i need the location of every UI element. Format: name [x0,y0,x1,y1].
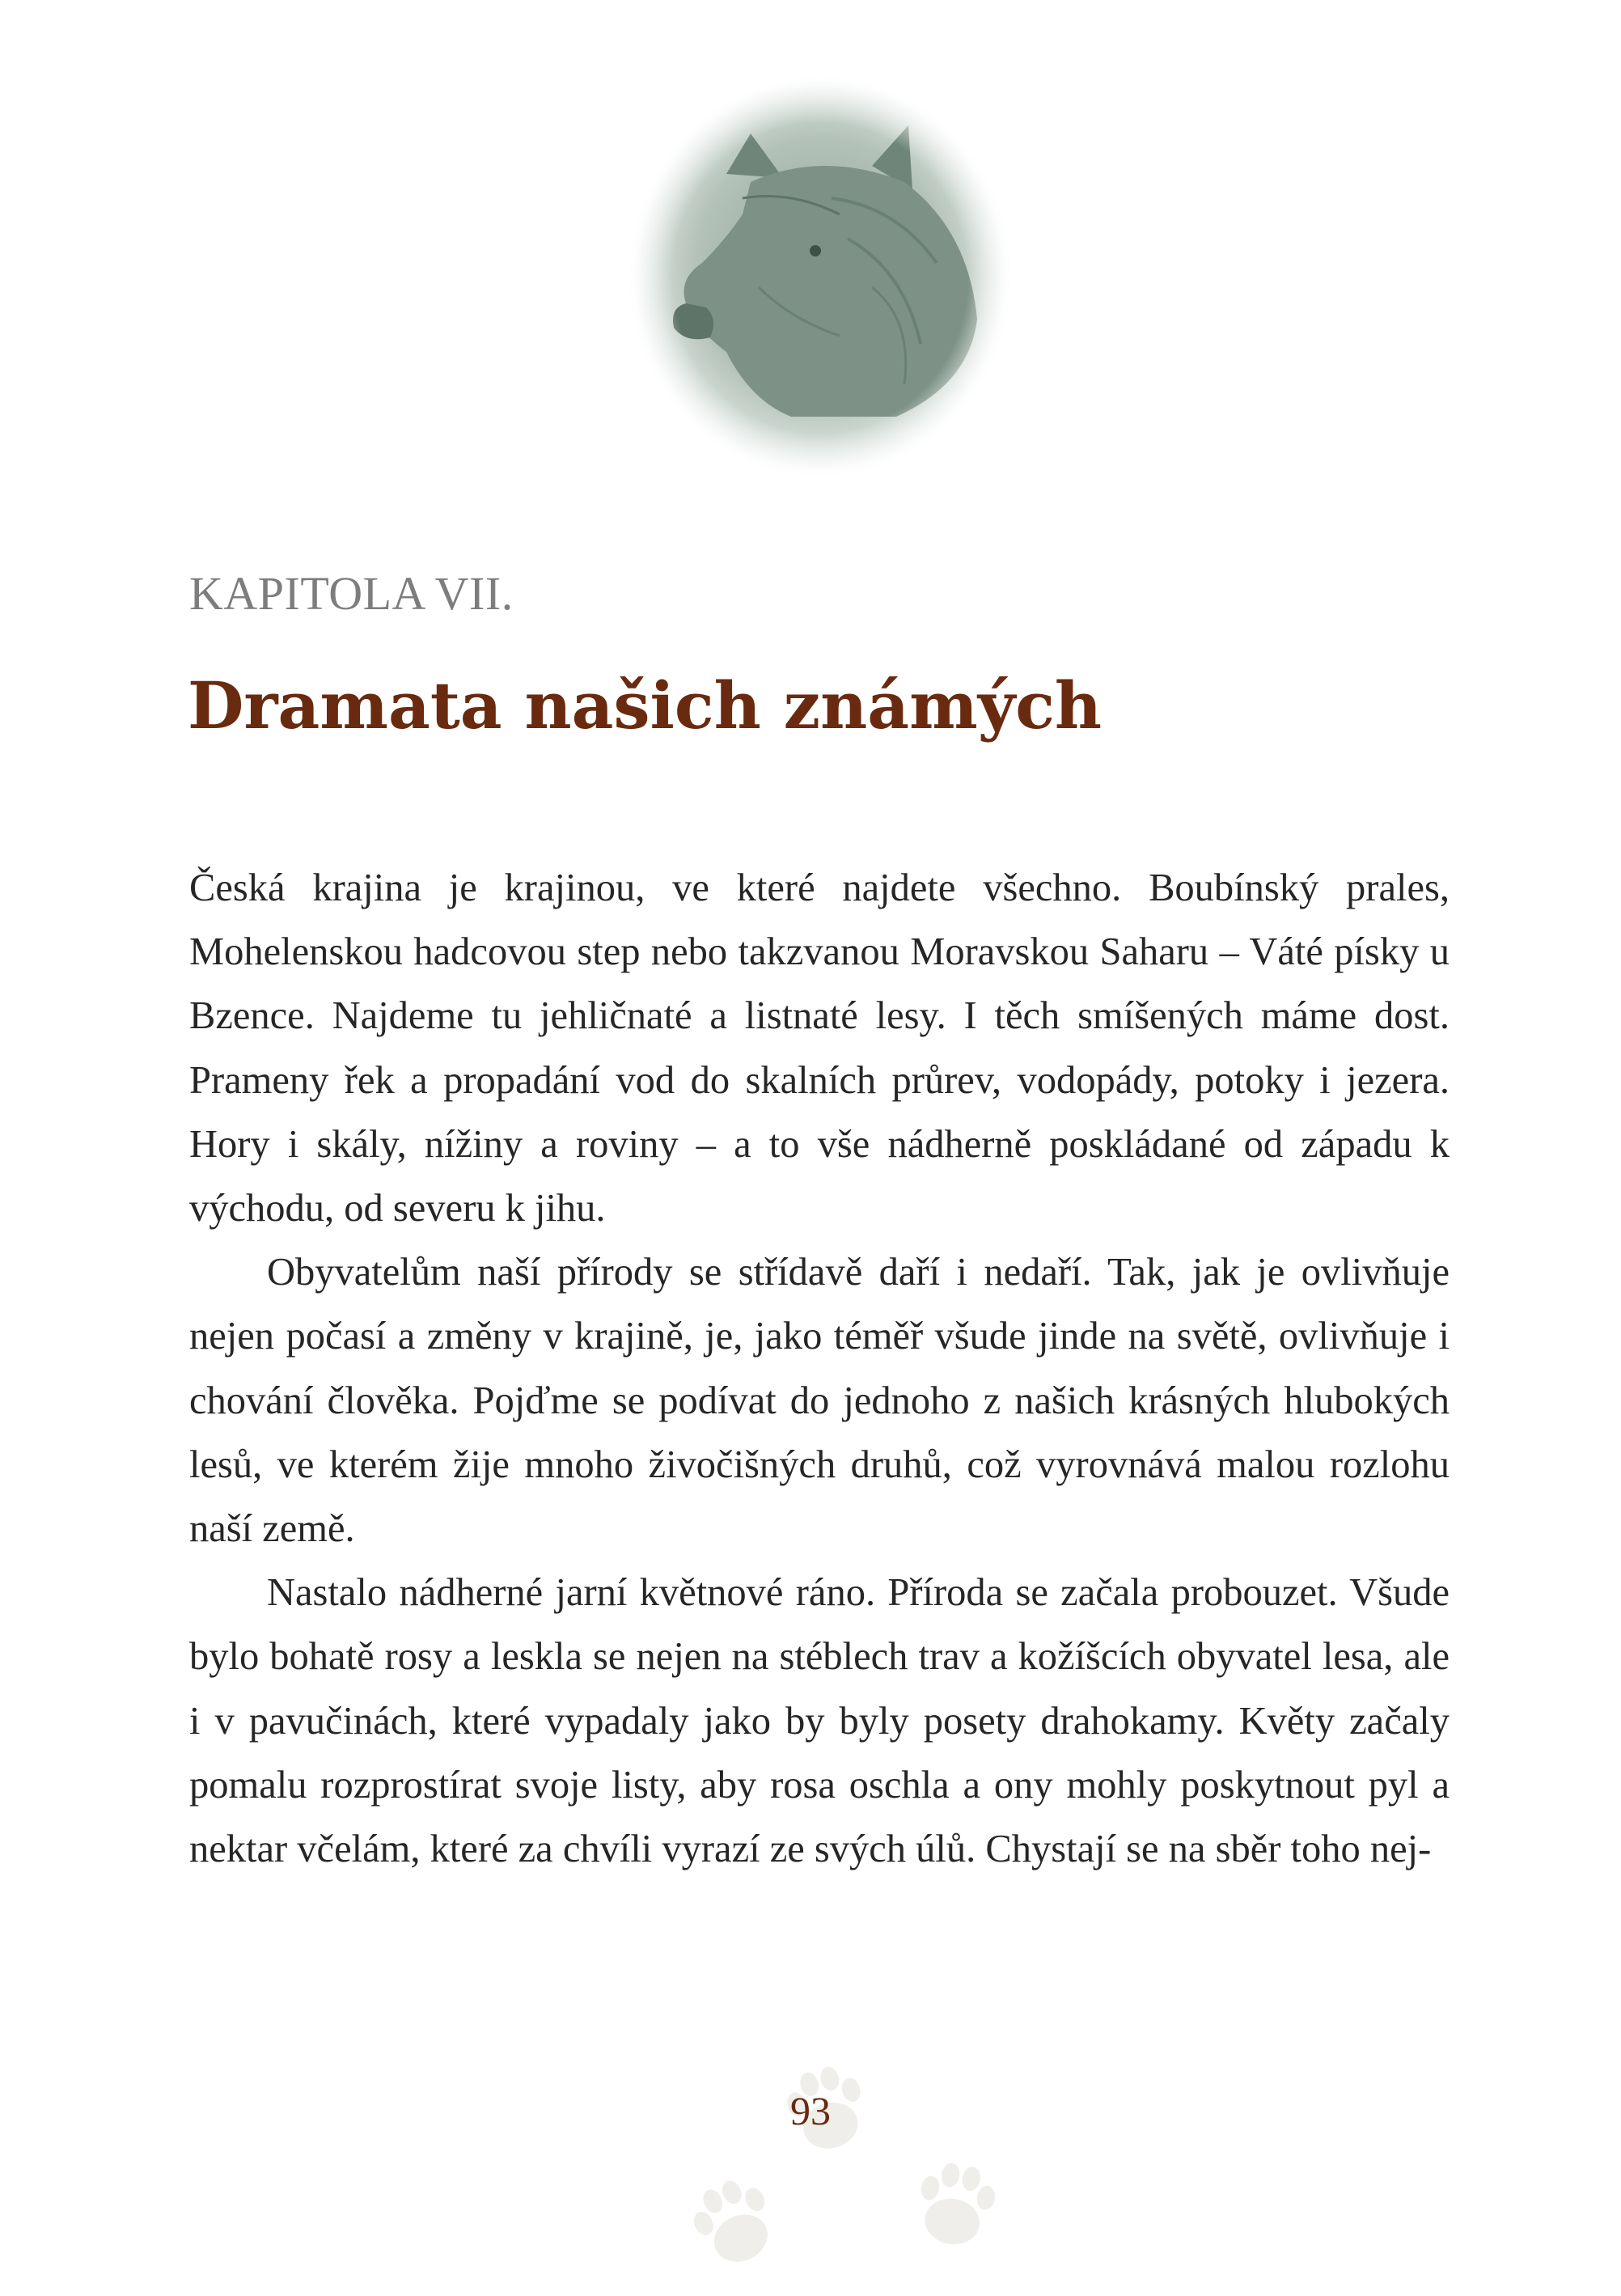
chapter-title: Dramata našich známých [188,667,1103,743]
paragraph-2: Obyvatelům naší přírody se střídavě daří i nedaří. Tak, jak je ovlivňuje nejen počasí a změny v krajině, je, jako téměř všude jinde na světě, ovlivňuje i chování člověka. Pojďme se podívat do jednoho z našich krásných hlubokých lesů, ve kterém žije mnoho živočišných druhů, což vyrovnává malou rozlohu naší země. [189,1251,1450,1551]
paragraph-1: Česká krajina je krajinou, ve které najdete všechno. Boubínský prales, Mohelenskou hadcovou step nebo takzvanou Moravskou Saharu – Váté písky u Bzence. Najdeme tu jehličnaté a listnaté lesy. I těch smíšených máme dost. Prameny řek a propadání vod do skalních průrev, vodopády, potoky i jezera. Hory i skály, nížiny a roviny – a to vše nádherně poskládané od západu k východu, od severu k jihu. [189,866,1450,1231]
chapter-label: KAPITOLA VII. [189,567,514,620]
wild-boar-illustration [629,77,1011,478]
paragraph-3: Nastalo nádherné jarní květnové ráno. Příroda se začala probouzet. Všude bylo bohatě rosy a leskla se nejen na stéblech trav a kožíšcích obyvatel lesa, ale i v pavučinách, které vypadaly jako by byly posety drahokamy. Květy začaly pomalu rozprostírat svoje listy, aby rosa oschla a ony mohly poskytnout pyl a nektar včelám, které za chvíli vyrazí ze svých úlů. Chystají se na sběr toho nej- [189,1571,1450,1871]
page-number: 93 [790,2088,831,2133]
body-text [189,856,1450,1881]
